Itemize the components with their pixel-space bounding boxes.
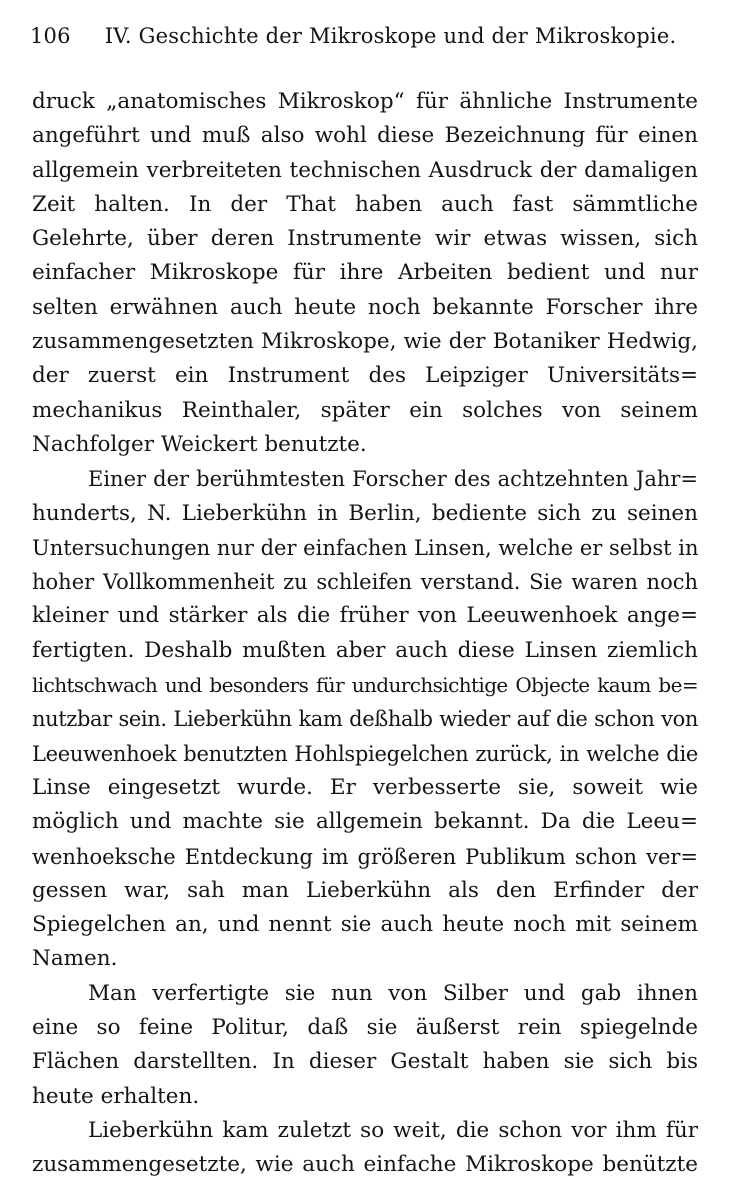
body-text [32, 85, 698, 1183]
text-line: zusammengesetzte, wie auch einfache Mikroskope benützte [32, 1152, 698, 1178]
text-line: hunderts, N. Lieberkühn in Berlin, bediente sich zu seinen [32, 500, 698, 526]
paragraph [32, 85, 698, 462]
text-line: wenhoeksche Entdeckung im größeren Publikum schon ver= [32, 844, 698, 869]
running-title: IV. Geschichte der Mikroskope und der Mikroskopie. [104, 24, 677, 48]
text-line: gessen war, sah man Lieberkühn als den Erfinder der [32, 877, 698, 903]
text-line: Linse eingesetzt wurde. Er verbesserte sie, soweit wie [32, 774, 698, 800]
paragraph [32, 1114, 698, 1183]
text-line: möglich und machte sie allgemein bekannt. Da die Leeu= [32, 809, 698, 835]
text-line: heute erhalten. [32, 1083, 200, 1109]
page-header [30, 24, 710, 60]
text-line: der zuerst ein Instrument des Leipziger Universitäts= [32, 363, 698, 389]
text-line: allgemein verbreiteten technischen Ausdruck der damaligen [32, 157, 698, 183]
text-line: eine so feine Politur, daß sie äußerst rein spiegelnde [32, 1015, 698, 1041]
text-line: nutzbar sein. Lieberkühn kam deßhalb wieder auf die schon von [32, 707, 698, 732]
text-line: Gelehrte, über deren Instrumente wir etwas wissen, sich [32, 226, 698, 252]
text-line: zusammengesetzten Mikroskope, wie der Botaniker Hedwig, [32, 329, 698, 355]
text-line: fertigten. Deshalb mußten aber auch diese Linsen ziemlich [32, 637, 698, 663]
text-line: Einer der berühmtesten Forscher des achtzehnten Jahr= [88, 467, 698, 492]
text-line: Lieberkühn kam zuletzt so weit, die schon vor ihm für [88, 1117, 698, 1143]
text-line: hoher Vollkommenheit zu schleifen verstand. Sie waren noch [32, 570, 698, 595]
text-line: Namen. [32, 946, 118, 972]
text-line: mechanikus Reinthaler, später ein solches von seinem [32, 397, 698, 423]
page-number: 106 [30, 24, 71, 48]
text-line: Nachfolger Weickert benutzte. [32, 431, 367, 457]
paragraph [32, 977, 698, 1114]
text-line: Flächen darstellten. In dieser Gestalt haben sie sich bis [32, 1049, 698, 1075]
text-line: Zeit halten. In der That haben auch fast sämmtliche [32, 191, 698, 217]
text-line: Leeuwenhoek benutzten Hohlspiegelchen zurück, in welche die [32, 741, 698, 766]
text-line: angeführt und muß also wohl diese Bezeichnung für einen [32, 123, 698, 149]
text-line: lichtschwach und besonders für undurchsichtige Objecte kaum be= [32, 673, 698, 698]
text-line: kleiner und stärker als die früher von Leeuwenhoek ange= [32, 603, 698, 629]
text-line: selten erwähnen auch heute noch bekannte Forscher ihre [32, 294, 698, 320]
text-line: druck „anatomisches Mikroskop“ für ähnliche Instrumente [32, 89, 698, 114]
text-line: einfacher Mikroskope für ihre Arbeiten bedient und nur [32, 260, 698, 286]
text-line: Spiegelchen an, und nennt sie auch heute noch mit seinem [32, 912, 698, 938]
text-line: Man verfertigte sie nun von Silber und gab ihnen [88, 980, 698, 1006]
paragraph [32, 462, 698, 976]
text-line: Untersuchungen nur der einfachen Linsen, welche er selbst in [32, 535, 699, 560]
